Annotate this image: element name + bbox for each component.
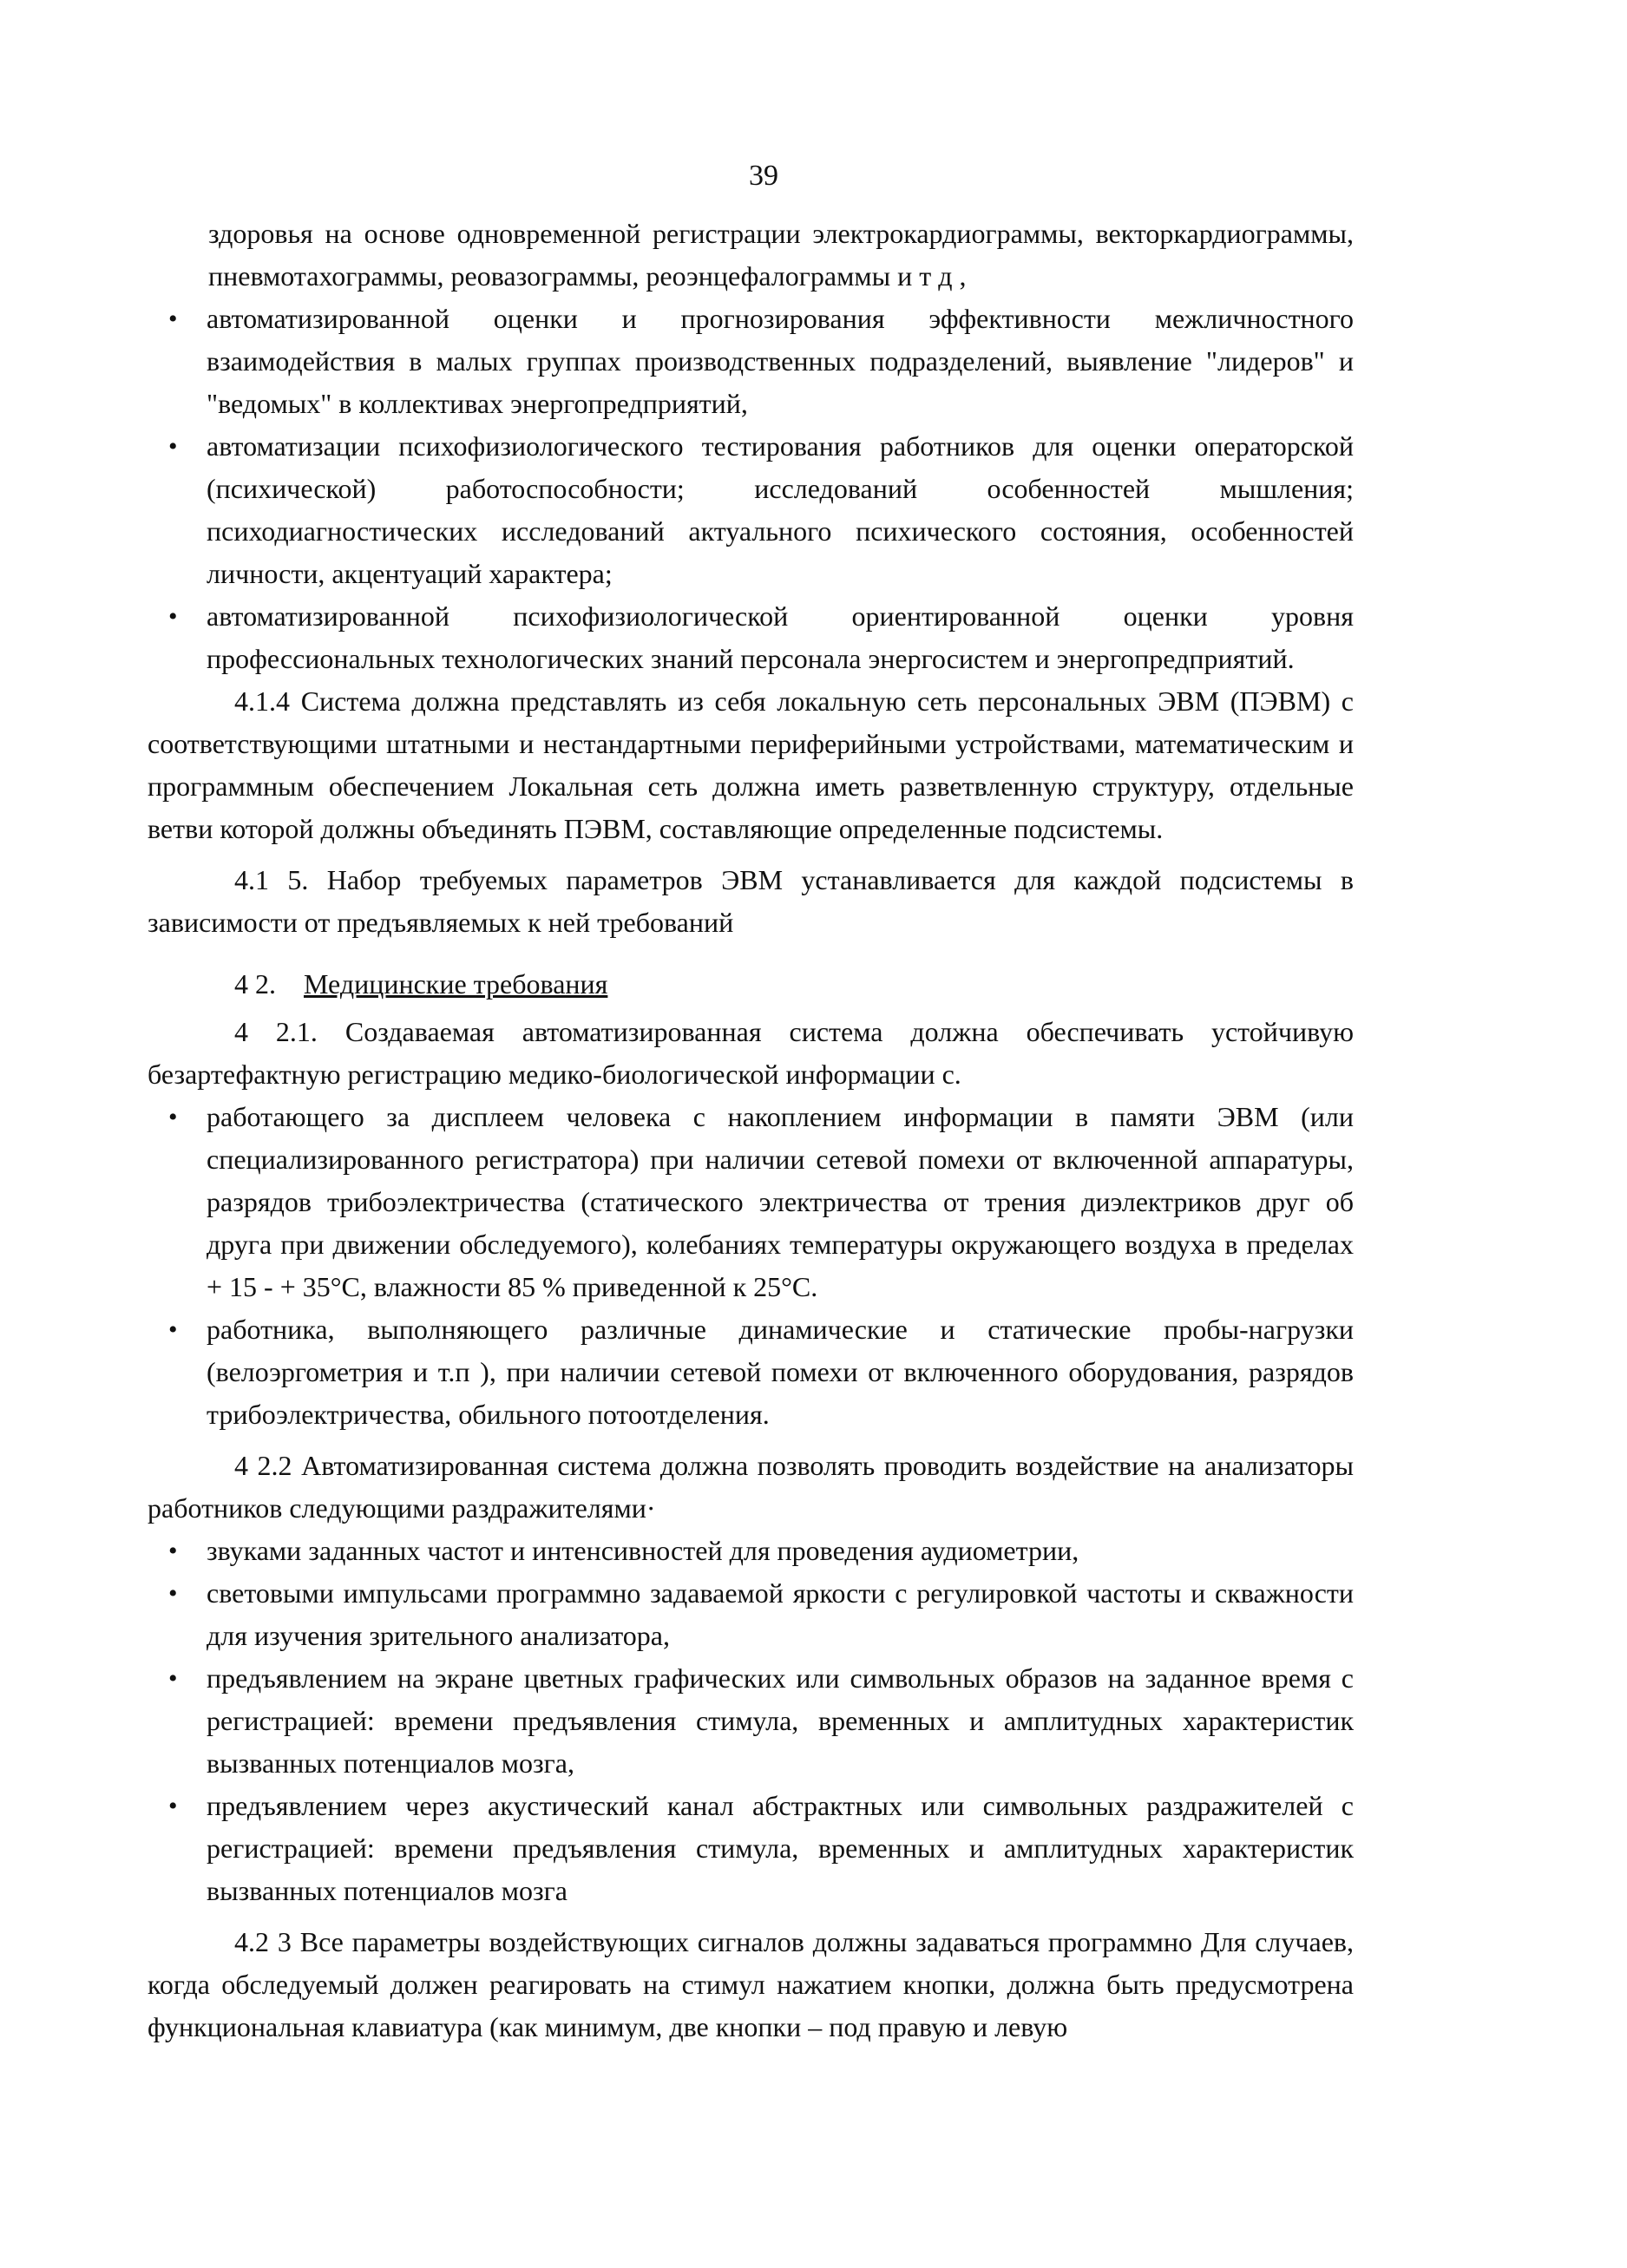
- bullet-icon: •: [168, 1579, 178, 1608]
- list-item-text: работающего за дисплеем человека с накоплением информации в памяти ЭВМ (или специализированного регистратора) при наличии сетевой помехи от включенной аппаратуры, разрядов трибоэлектричества (статического электричества от трения диэлектриков друг об друга при движении обследуемого), колебаниях температуры окружающего воздуха в пределах + 15 - + 35°С, влажности 85 % приведенной к 25°С.: [207, 1101, 1354, 1302]
- paragraph-4-2-1: 4 2.1. Создаваемая автоматизированная система должна обеспечивать устойчивую безартефактную регистрацию медико-биологической информации с.: [148, 1016, 1354, 1090]
- bullet-icon: •: [168, 1664, 178, 1693]
- list-item: [148, 1308, 1354, 1436]
- paragraph-4-2-2: 4 2.2 Автоматизированная система должна позволять проводить воздействие на анализаторы работников следующими раздражителями·: [148, 1450, 1354, 1524]
- list-item: [148, 1530, 1354, 1572]
- list-item: [148, 1657, 1354, 1785]
- list-item: [148, 425, 1354, 595]
- list-item-text: предъявлением через акустический канал абстрактных или символьных раздражителей с регистрацией: времени предъявления стимула, временных и амплитудных характеристик вызванных потенциалов мозга: [207, 1790, 1354, 1906]
- list-item: [148, 1572, 1354, 1657]
- bullet-icon: •: [168, 1537, 178, 1565]
- bullet-icon: •: [168, 602, 178, 631]
- page-number: 39: [749, 160, 778, 192]
- list-item-text: работника, выполняющего различные динамические и статические пробы-нагрузки (велоэргометрия и т.п ), при наличии сетевой помехи от включенного оборудования, разрядов трибоэлектричества, обильного потоотделения.: [207, 1314, 1354, 1430]
- list-item-text: автоматизации психофизиологического тестирования работников для оценки операторской (психической) работоспособности; исследований особенностей мышления; психодиагностических исследований актуального психического состояния, особенностей личности, акцентуаций характера;: [207, 430, 1354, 589]
- bullet-icon: •: [168, 1792, 178, 1820]
- intro-continuation: здоровья на основе одновременной регистрации электрокардиограммы, векторкардиограммы, пневмотахограммы, реовазограммы, реоэнцефалограммы и т д ,: [208, 218, 1354, 292]
- list-item-text: автоматизированной психофизиологической ориентированной оценки уровня профессиональных технологических знаний персонала энергосистем и энергопредприятий.: [207, 600, 1354, 674]
- list-item: [148, 1785, 1354, 1912]
- bullet-icon: •: [168, 1103, 178, 1131]
- section-number: 4 2.: [234, 968, 276, 1000]
- list-item-text: предъявлением на экране цветных графических или символьных образов на заданное время с регистрацией: времени предъявления стимула, временных и амплитудных характеристик вызванных потенциалов мозга,: [207, 1662, 1354, 1779]
- list-item-text: автоматизированной оценки и прогнозирования эффективности межличностного взаимодействия в малых группах производственных подразделений, выявление "лидеров" и "ведомых" в коллективах энергопредприятий,: [207, 303, 1354, 419]
- paragraph-4-2-3: 4.2 3 Все параметры воздействующих сигналов должны задаваться программно Для случаев, когда обследуемый должен реагировать на стимул нажатием кнопки, должна быть предусмотрена функциональная клавиатура (как минимум, две кнопки – под правую и левую: [148, 1926, 1354, 2042]
- section-heading-4-2: [148, 963, 1354, 1006]
- list-item: [148, 595, 1354, 680]
- list-item: [148, 298, 1354, 425]
- list-item-text: звуками заданных частот и интенсивностей для проведения аудиометрии,: [207, 1535, 1079, 1566]
- bullet-icon: •: [168, 305, 178, 333]
- list-item: [148, 1096, 1354, 1308]
- paragraph-4-1-4: 4.1.4 Система должна представлять из себя локальную сеть персональных ЭВМ (ПЭВМ) с соответствующими штатными и нестандартными периферийными устройствами, математическим и программным обеспечением Локальная сеть должна иметь разветвленную структуру, отдельные ветви которой должны объединять ПЭВМ, составляющие определенные подсистемы.: [148, 685, 1354, 844]
- list-item-text: световыми импульсами программно задаваемой яркости с регулировкой частоты и скважности для изучения зрительного анализатора,: [207, 1577, 1354, 1651]
- section-title: Медицинские требования: [304, 968, 608, 1000]
- body-text: [148, 213, 1354, 2048]
- bullet-icon: •: [168, 1315, 178, 1344]
- bullet-icon: •: [168, 432, 178, 461]
- paragraph-4-1-5: 4.1 5. Набор требуемых параметров ЭВМ устанавливается для каждой подсистемы в зависимости от предъявляемых к ней требований: [148, 864, 1354, 938]
